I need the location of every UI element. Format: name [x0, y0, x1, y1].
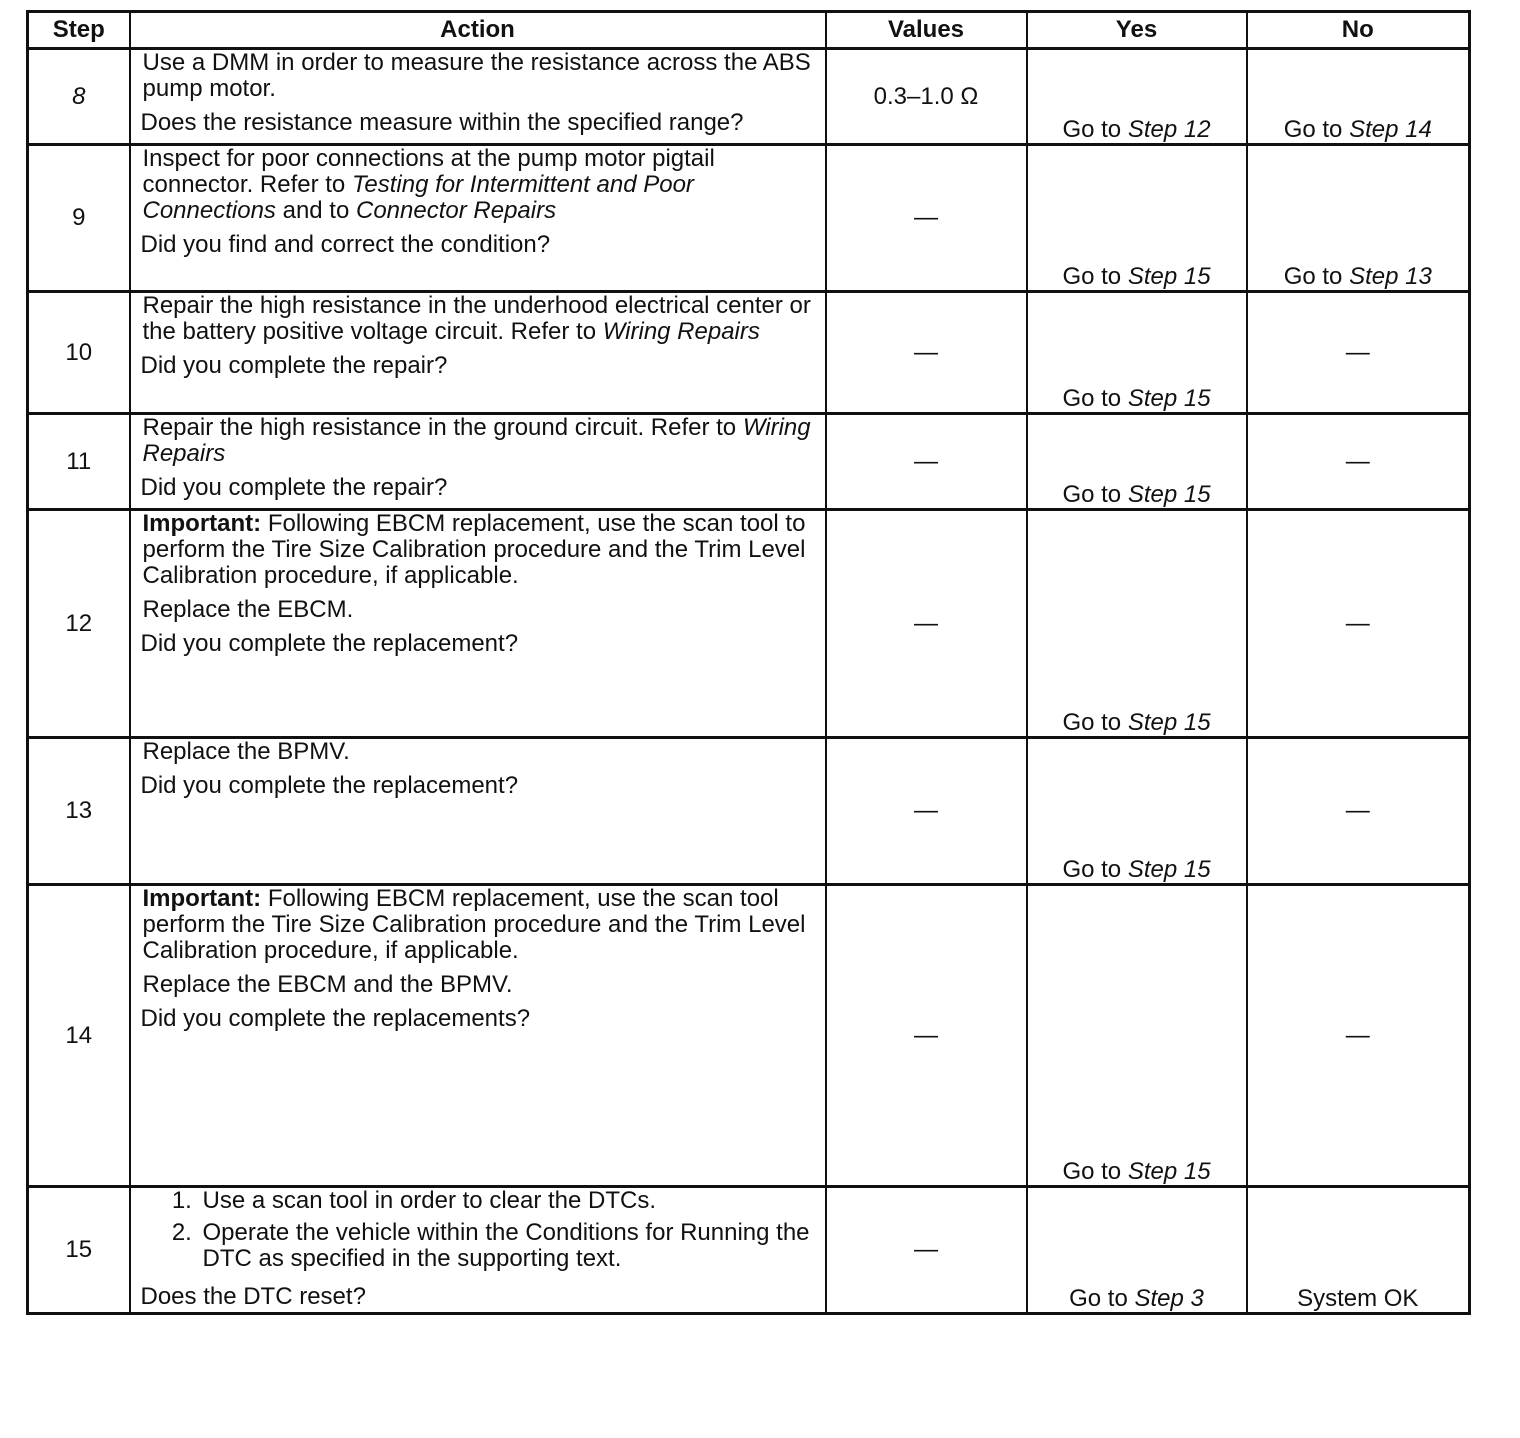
values-cell: —	[826, 885, 1027, 1187]
action-cell	[130, 414, 826, 510]
no-cell: —	[1247, 414, 1470, 510]
yes-cell	[1027, 414, 1247, 510]
action-text-part: and to	[275, 197, 356, 224]
action-question: Did you complete the repair?	[140, 474, 448, 501]
no-cell	[1247, 49, 1470, 145]
action-text-part: Inspect for poor connections at the pump motor pigtail connector. Refer to	[142, 145, 715, 198]
important-text: Following EBCM replacement, use the scan tool to perform the Tire Size Calibration procedure and the Trim Level Calibration procedure, if applicable.	[142, 510, 806, 589]
header-yes: Yes	[1027, 12, 1247, 49]
procedure-list	[141, 1188, 815, 1278]
yes-prefix: Go to	[1069, 1285, 1135, 1312]
yes-cell	[1027, 885, 1247, 1187]
reference-link[interactable]: Wiring Repairs	[142, 414, 811, 467]
yes-prefix: Go to	[1062, 481, 1128, 508]
action-text-part: Repair the high resistance in the ground circuit. Refer to	[142, 414, 743, 441]
action-question: Did you complete the replacement?	[140, 630, 519, 657]
yes-prefix: Go to	[1062, 856, 1128, 883]
yes-cell	[1027, 738, 1247, 885]
action-cell	[130, 510, 826, 738]
no-step-link[interactable]: Step 14	[1349, 116, 1432, 143]
values-cell: —	[826, 738, 1027, 885]
table-row-step-12	[28, 510, 1470, 738]
values-cell: 0.3–1.0 Ω	[826, 49, 1027, 145]
yes-prefix: Go to	[1062, 709, 1128, 736]
action-text	[143, 293, 815, 345]
reference-link[interactable]: Testing for Intermittent and Poor Connections	[142, 171, 694, 224]
header-action: Action	[130, 12, 826, 49]
step-number: 9	[28, 145, 130, 292]
reference-link[interactable]: Connector Repairs	[355, 197, 557, 224]
action-text: Use a DMM in order to measure the resistance across the ABS pump motor.	[142, 49, 811, 102]
important-note	[143, 886, 815, 964]
step-number: 12	[28, 510, 130, 738]
important-text: Following EBCM replacement, use the scan tool perform the Tire Size Calibration procedure and the Trim Level Calibration procedure, if applicable.	[142, 885, 806, 964]
action-text	[143, 415, 815, 467]
yes-cell	[1027, 292, 1247, 414]
no-cell	[1247, 145, 1470, 292]
action-text: Replace the EBCM and the BPMV.	[142, 971, 513, 998]
table-row-step-11	[28, 414, 1470, 510]
yes-prefix: Go to	[1062, 263, 1128, 290]
action-text	[143, 146, 815, 224]
step-number: 14	[28, 885, 130, 1187]
table-row-step-15	[28, 1187, 1470, 1314]
action-question: Does the resistance measure within the specified range?	[140, 109, 744, 136]
action-question: Did you complete the replacement?	[140, 772, 519, 799]
important-label: Important:	[142, 510, 262, 537]
action-cell	[130, 738, 826, 885]
header-row	[28, 12, 1470, 49]
yes-step-link[interactable]: Step 15	[1127, 1158, 1211, 1185]
procedure-step: 2. Operate the vehicle within the Conditions for Running the DTC as specified in the supporting text.	[199, 1220, 815, 1272]
values-cell: —	[826, 510, 1027, 738]
no-step-link[interactable]: Step 13	[1349, 263, 1432, 290]
action-question: Did you find and correct the condition?	[140, 231, 551, 258]
no-prefix: Go to	[1283, 116, 1350, 143]
reference-link[interactable]: Wiring Repairs	[602, 318, 760, 345]
no-cell: —	[1247, 292, 1470, 414]
action-cell	[130, 292, 826, 414]
action-text-part: Repair the high resistance in the underhood electrical center or the battery positive voltage circuit. Refer to	[142, 292, 811, 345]
yes-cell	[1027, 1187, 1247, 1314]
yes-step-link[interactable]: Step 12	[1127, 116, 1211, 143]
header-no: No	[1247, 12, 1470, 49]
action-text: Replace the BPMV.	[142, 738, 350, 765]
no-cell: —	[1247, 738, 1470, 885]
yes-step-link[interactable]: Step 15	[1127, 263, 1211, 290]
step-number: 15	[28, 1187, 130, 1314]
yes-prefix: Go to	[1062, 385, 1128, 412]
procedure-step: 1. Use a scan tool in order to clear the DTCs.	[199, 1188, 815, 1214]
table-row-step-13	[28, 738, 1470, 885]
header-values: Values	[826, 12, 1027, 49]
no-prefix: Go to	[1283, 263, 1350, 290]
values-cell: —	[826, 414, 1027, 510]
important-label: Important:	[142, 885, 262, 912]
yes-cell	[1027, 510, 1247, 738]
step-number: 11	[28, 414, 130, 510]
action-question: Does the DTC reset?	[140, 1283, 366, 1310]
action-cell	[130, 1187, 826, 1314]
table-row-step-9	[28, 145, 1470, 292]
action-text: Replace the EBCM.	[142, 596, 354, 623]
table-row-step-14	[28, 885, 1470, 1187]
action-cell	[130, 49, 826, 145]
yes-cell	[1027, 49, 1247, 145]
table-row-step-10	[28, 292, 1470, 414]
step-number: 10	[28, 292, 130, 414]
diagnostic-table	[26, 10, 1471, 1315]
yes-step-link[interactable]: Step 15	[1127, 385, 1211, 412]
values-cell: —	[826, 1187, 1027, 1314]
action-cell	[130, 145, 826, 292]
yes-prefix: Go to	[1062, 116, 1128, 143]
yes-prefix: Go to	[1062, 1158, 1128, 1185]
table-row-step-8	[28, 49, 1470, 145]
important-note	[143, 511, 815, 589]
no-cell: —	[1247, 885, 1470, 1187]
no-cell: —	[1247, 510, 1470, 738]
action-question: Did you complete the repair?	[140, 352, 448, 379]
action-question: Did you complete the replacements?	[140, 1005, 531, 1032]
header-step: Step	[28, 12, 130, 49]
step-number: 8	[28, 49, 130, 145]
yes-step-link[interactable]: Step 15	[1127, 481, 1211, 508]
yes-step-link[interactable]: Step 3	[1134, 1285, 1204, 1312]
yes-step-link[interactable]: Step 15	[1127, 856, 1211, 883]
yes-step-link[interactable]: Step 15	[1127, 709, 1211, 736]
no-cell: System OK	[1247, 1187, 1470, 1314]
action-cell	[130, 885, 826, 1187]
values-cell: —	[826, 292, 1027, 414]
step-number: 13	[28, 738, 130, 885]
yes-cell	[1027, 145, 1247, 292]
values-cell: —	[826, 145, 1027, 292]
